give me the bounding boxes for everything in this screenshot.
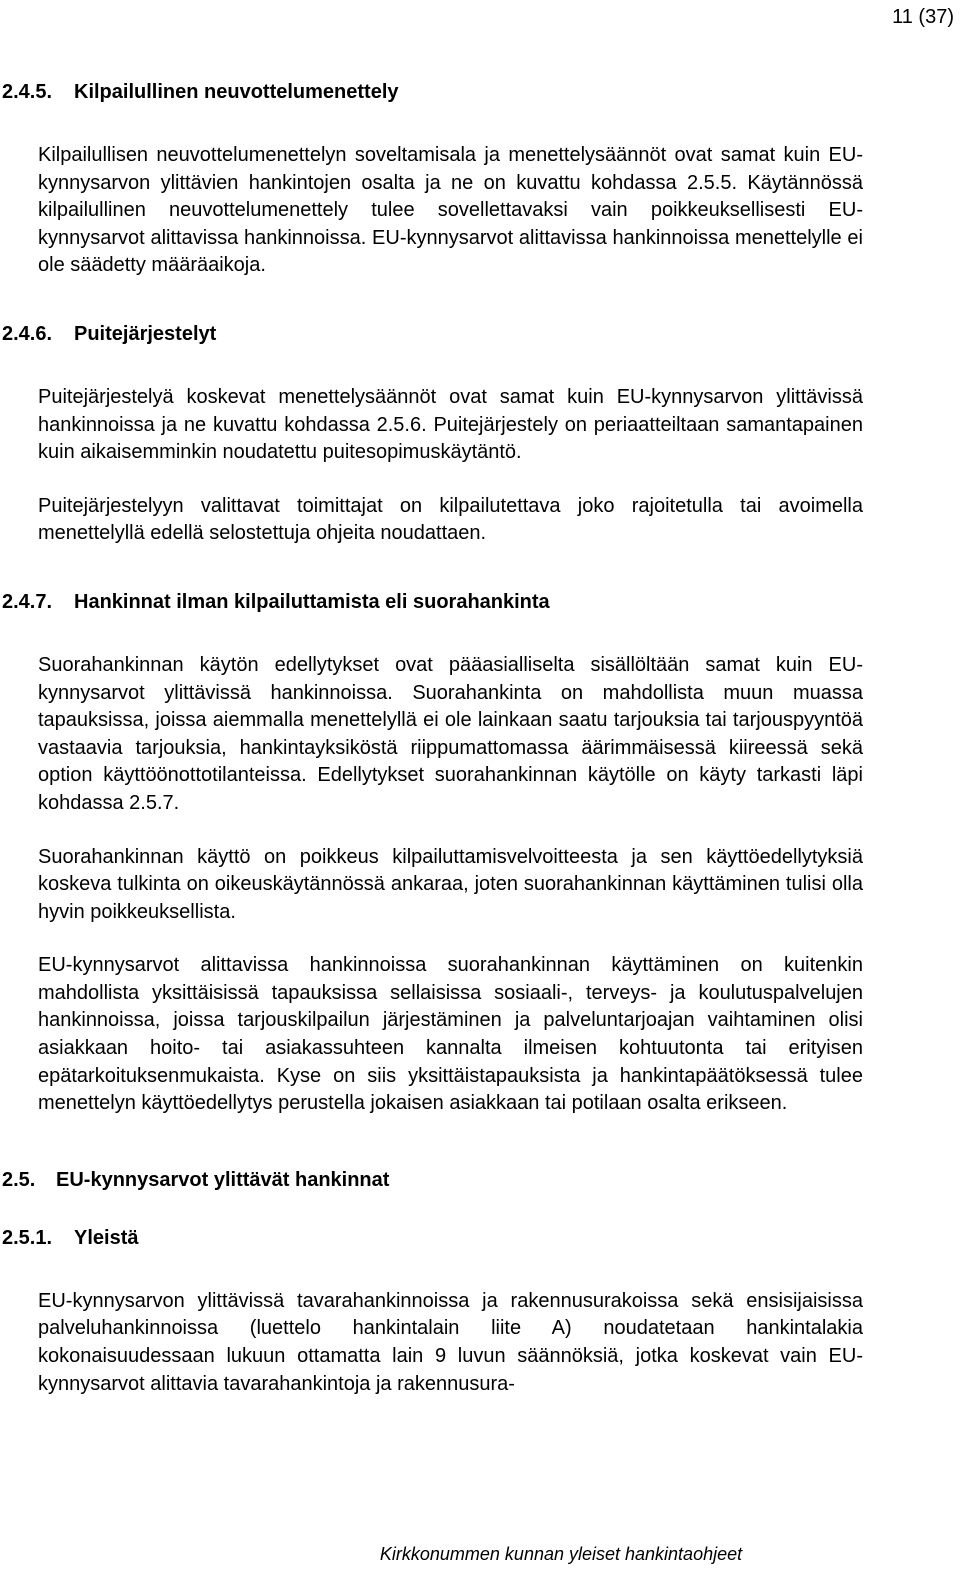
section-number: 2.4.5. bbox=[2, 81, 53, 103]
section-number: 2.4.7. bbox=[2, 590, 53, 613]
paragraph: Suorahankinnan käytön edellytykset ovat pääasialliselta sisällöltään samat kuin EU-kynnysarvot ylittävissä hankinnoissa. Suorahankinta on mahdollista muun muassa tapauksissa, joissa aiemmalla menettelyllä ei ole lainkaan saatu tarjouksia tai tarjouspyyntöä vastaavia tarjouksia, hankintayksiköstä riippumattomassa äärimmäisessä kiireessä sekä option käyttöönottotilanteissa. Edellytykset suorahankinnan käytölle on käyty tarkasti läpi kohdassa 2.5.7. bbox=[38, 653, 863, 814]
section-number: 2.5. bbox=[2, 1168, 36, 1191]
document-body bbox=[0, 78, 960, 1398]
paragraph: EU-kynnysarvot alittavissa hankinnoissa suorahankinnan käyttäminen on kuitenkin mahdollista yksittäisissä tapauksissa sellaisissa sosiaali-, terveys- ja koulutuspalvelujen hankinnoissa, joissa tarjouskilpailun järjestäminen ja palveluntarjoajan vaihtaminen olisi asiakkaan hoito- tai asiakassuhteen kannalta ilmeisen kohtuutonta tai erityisen epätarkoituksenmukaista. Kyse on siis yksittäistapauksista ja hankintapäätöksessä tulee menettelyn käyttöedellytys perustella jokaisen asiakkaan tai potilaan osalta erikseen. bbox=[38, 954, 863, 1115]
section-heading-2-5 bbox=[0, 1166, 960, 1194]
paragraph: Suorahankinnan käyttö on poikkeus kilpailuttamisvelvoitteesta ja sen käyttöedellytyksiä koskeva tulkinta on oikeuskäytännössä ankaraa, joten suorahankinnan käyttäminen tulisi olla hyvin poikkeuksellista. bbox=[38, 845, 863, 923]
section-title: Yleistä bbox=[74, 1226, 139, 1249]
section-title: Puitejärjestelyt bbox=[74, 322, 217, 345]
page-number: 11 (37) bbox=[892, 6, 954, 28]
section-number: 2.4.6. bbox=[2, 322, 53, 345]
paragraph: Puitejärjestelyä koskevat menettelysäännöt ovat samat kuin EU-kynnysarvon ylittävissä hankinnoissa ja ne kuvattu kohdassa 2.5.6. Puitejärjestely on periaatteiltaan samantapainen kuin aikaisemminkin noudatettu puitesopimuskäytäntö. bbox=[38, 385, 863, 464]
section-heading-2-4-6 bbox=[0, 320, 960, 348]
section-heading-2-5-1 bbox=[0, 1224, 960, 1252]
section-heading-2-4-5 bbox=[0, 78, 960, 106]
section-heading-2-4-7 bbox=[0, 588, 960, 616]
paragraph: Puitejärjestelyyn valittavat toimittajat on kilpailutettava joko rajoitetulla tai avoimella menettelyllä edellä selostettuja ohjeita noudattaen. bbox=[38, 494, 863, 545]
paragraph: EU-kynnysarvon ylittävissä tavarahankinnoissa ja rakennusurakoissa sekä ensisijaisissa palveluhankinnoissa (luettelo hankintalain liite A) noudatetaan hankintalakia kokonaisuudessaan lukuun ottamatta lain 9 luvun säännöksiä, jotka koskevat vain EU-kynnysarvot alittavia tavarahankintoja ja rakennusura- bbox=[38, 1289, 863, 1395]
section-number: 2.5.1. bbox=[2, 1226, 53, 1249]
page-footer: Kirkkonummen kunnan yleiset hankintaohjeet bbox=[379, 1544, 743, 1564]
section-title: Hankinnat ilman kilpailuttamista eli suorahankinta bbox=[74, 590, 550, 613]
paragraph: Kilpailullisen neuvottelumenettelyn soveltamisala ja menettelysäännöt ovat samat kuin EU-kynnysarvon ylittävien hankintojen osalta ja ne on kuvattu kohdassa 2.5.5. Käytännössä kilpailullinen neuvottelumenettely tulee sovellettavaksi vain poikkeuksellisesti EU-kynnysarvot alittavissa hankinnoissa. EU-kynnysarvot alittavissa hankinnoissa menettelylle ei ole säädetty määräaikoja. bbox=[38, 144, 863, 277]
section-title: EU-kynnysarvot ylittävät hankinnat bbox=[56, 1168, 390, 1191]
section-title: Kilpailullinen neuvottelumenettely bbox=[74, 81, 399, 103]
